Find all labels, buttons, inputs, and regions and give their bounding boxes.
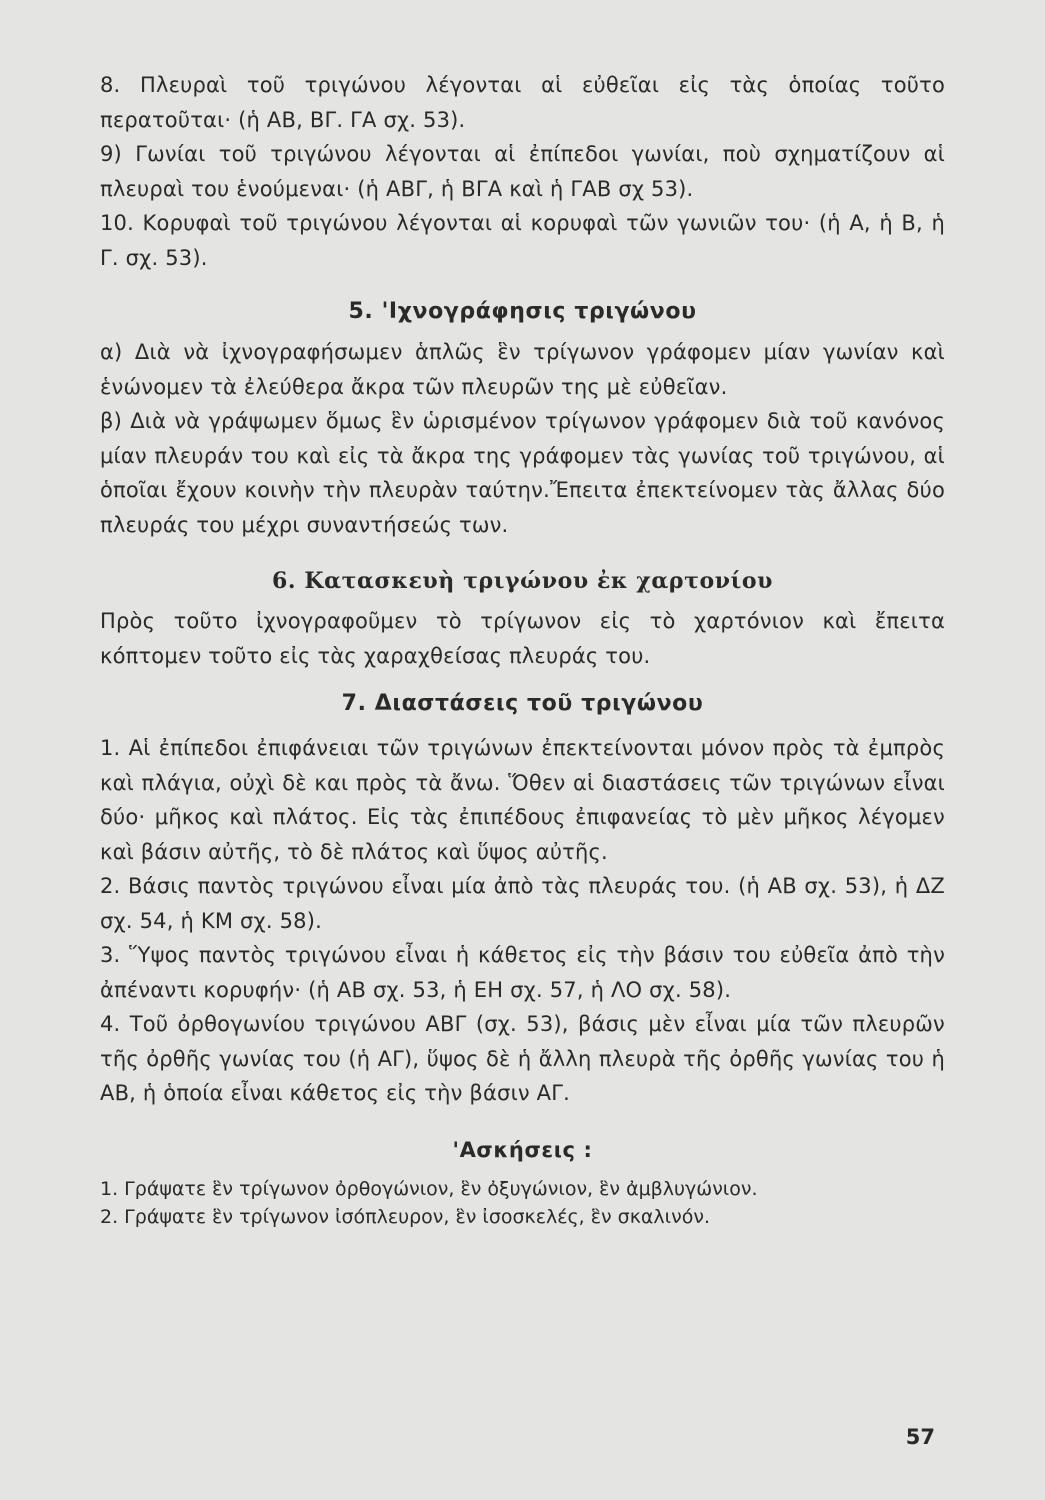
exercise-item: 2. Γράψατε ἓν τρίγωνον ἰσόπλευρον, ἓν ἰσοσκελές, ἓν σκαλινόν. xyxy=(100,1205,710,1228)
page-number: 57 xyxy=(905,1425,935,1449)
section-5-paragraph-a: α) Διὰ νὰ ἰχνογραφήσωμεν ἁπλῶς ἓν τρίγωνον γράφομεν μίαν γωνίαν καὶ ἑνώνομεν τὰ ἐλεύθερα ἄκρα τῶν πλευρῶν της μὲ εὐθεῖαν. xyxy=(100,340,945,399)
exercise-item: 1. Γράψατε ἓν τρίγωνον ὀρθογώνιον, ἓν ὀξυγώνιον, ἓν ἀμβλυγώνιον. xyxy=(100,1177,758,1200)
definition-10: 10. Κορυφαὶ τοῦ τριγώνου λέγονται αἱ κορυφαὶ τῶν γωνιῶν του· (ἡ Α, ἡ Β, ἡ Γ. σχ. 53). xyxy=(100,211,945,270)
definition-9: 9) Γωνίαι τοῦ τριγώνου λέγονται αἱ ἐπίπεδοι γωνίαι, ποὺ σχηματίζουν αἱ πλευραὶ του ἑνούμεναι· (ἡ ΑΒΓ, ἡ ΒΓΑ καὶ ἡ ΓΑΒ σχ 53). xyxy=(100,142,945,201)
exercises-title: 'Ασκήσεις : xyxy=(452,1137,593,1162)
section-6-paragraph: Πρὸς τοῦτο ἰχνογραφοῦμεν τὸ τρίγωνον εἰς τὸ χαρτόνιον καὶ ἔπειτα κόπτομεν τοῦτο εἰς τὰς χαραχθείσας πλευράς του. xyxy=(100,609,945,668)
section-5-paragraph-b: β) Διὰ νὰ γράψωμεν ὅμως ἓν ὡρισμένον τρίγωνον γράφομεν διὰ τοῦ κανόνος μίαν πλευράν του καὶ εἰς τὰ ἄκρα της γράφομεν τὰς γωνίας τοῦ τριγώνου, αἱ ὁποῖαι ἔχουν κοινὴν τὴν πλευρὰν ταύτην.Ἔπειτα ἐπεκτείνομεν τὰς ἄλλας δύο πλευράς του μέχρι συναντήσεώς των. xyxy=(100,409,945,537)
section-7-title: 7. Διαστάσεις τοῦ τριγώνου xyxy=(341,691,704,716)
section-7-point-1: 1. Αἱ ἐπίπεδοι ἐπιφάνειαι τῶν τριγώνων ἐπεκτείνονται μόνον πρὸς τὰ ἐμπρὸς καὶ πλάγια, οὐχὶ δὲ και πρὸς τὰ ἄνω. Ὅθεν αἱ διαστάσεις τῶν τριγώνων εἶναι δύο· μῆκος καὶ πλάτος. Εἰς τὰς ἐπιπέδους ἐπιφανείας τὸ μὲν μῆκος λέγομεν καὶ βάσιν αὐτῆς, τὸ δὲ πλάτος καὶ ὕψος αὐτῆς. xyxy=(100,736,945,864)
section-6-title: 6. Κατασκευὴ τριγώνου ἐκ χαρτονίου xyxy=(271,568,774,594)
page-content xyxy=(100,68,945,1231)
definition-8: 8. Πλευραὶ τοῦ τριγώνου λέγονται αἱ εὐθεῖαι εἰς τὰς ὁποίας τοῦτο περατοῦται· (ἡ ΑΒ, ΒΓ. ΓΑ σχ. 53). xyxy=(100,73,945,132)
section-7-point-2: 2. Βάσις παντὸς τριγώνου εἶναι μία ἀπὸ τὰς πλευράς του. (ἡ ΑΒ σχ. 53), ἡ ΔΖ σχ. 54, ἡ ΚΜ σχ. 58). xyxy=(100,874,945,933)
section-5-title: 5. 'Ιχνογράφησις τριγώνου xyxy=(348,299,697,324)
section-7-point-4: 4. Τοῦ ὀρθογωνίου τριγώνου ΑΒΓ (σχ. 53), βάσις μὲν εἶναι μία τῶν πλευρῶν τῆς ὀρθῆς γωνίας του (ἡ ΑΓ), ὕψος δὲ ἡ ἄλλη πλευρὰ τῆς ὀρθῆς γωνίας του ἡ ΑΒ, ἡ ὁποία εἶναι κάθετος εἰς τὴν βάσιν ΑΓ. xyxy=(100,1012,945,1105)
section-7-point-3: 3. Ὕψος παντὸς τριγώνου εἶναι ἡ κάθετος εἰς τὴν βάσιν του εὐθεῖα ἀπὸ τὴν ἀπέναντι κορυφήν· (ἡ ΑΒ σχ. 53, ἡ ΕΗ σχ. 57, ἡ ΛΟ σχ. 58). xyxy=(100,943,945,1002)
